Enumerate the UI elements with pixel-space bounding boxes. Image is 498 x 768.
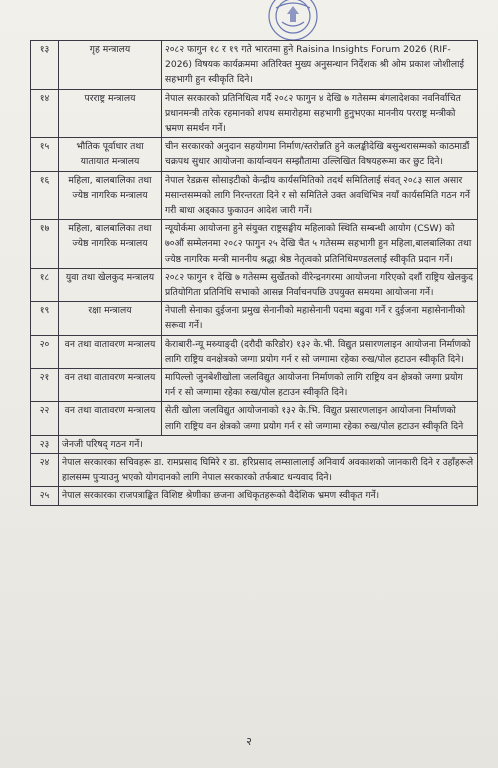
row-number: २१ <box>31 369 59 402</box>
decisions-table <box>30 40 478 506</box>
row-number: २० <box>31 335 59 368</box>
table-row <box>31 138 478 171</box>
row-number: २३ <box>31 435 59 453</box>
table-row <box>31 89 478 138</box>
decision-text: चीन सरकारको अनुदान सहयोगमा निर्माण/स्तरोन्नति हुने कलङ्कीदेखि बसुन्धरासम्मको काठमाडौं चक्रपथ सुधार आयोजना कार्यान्वयन सम्झौतामा उल्लिखित विषयहरूमा कर छुट दिने। <box>162 138 478 171</box>
table-row <box>31 302 478 335</box>
row-number: १६ <box>31 171 59 220</box>
decision-text: नेपाली सेनाका दुईजना प्रमुख सेनानीको महासेनानी पदमा बढुवा गर्ने र दुईजना महासेनानीको सरूवा गर्ने। <box>162 302 478 335</box>
table-row <box>31 435 478 453</box>
table-row <box>31 268 478 301</box>
ministry-name: परराष्ट्र मन्त्रालय <box>59 89 162 138</box>
decision-text: २०८२ फागुन १८ र १९ गते भारतमा हुने Raisina Insights Forum 2026 (RIF-2026) विषयक कार्यक्रममा अतिरिक्त मुख्य अनुसन्धान निर्देशक श्री ओम प्रकाश जोशीलाई सहभागी हुन स्वीकृति दिने। <box>162 41 478 90</box>
page-number: २ <box>246 735 252 748</box>
row-number: १८ <box>31 268 59 301</box>
table-row <box>31 487 478 505</box>
decision-text: नेपाल सरकारका राजपत्राङ्कित विशिष्ट श्रेणीका छजना अधिकृतहरूको वैदेशिक भ्रमण स्वीकृत गर्ने। <box>59 487 478 505</box>
table-row <box>31 454 478 487</box>
decision-text: जेनजी परिषद् गठन गर्ने। <box>59 435 478 453</box>
decision-text: नेपाल सरकारको प्रतिनिधित्व गर्दै २०८२ फागुन ४ देखि ७ गतेसम्म बंगलादेशका नवनिर्वाचित प्रधानमन्त्री तारेक रहमानको शपथ समारोहमा सहभागी हुनुभएका माननीय परराष्ट्र मन्त्रीको भ्रमण समर्थन गर्ने। <box>162 89 478 138</box>
row-number: २५ <box>31 487 59 505</box>
government-seal-icon <box>262 0 324 44</box>
row-number: २२ <box>31 402 59 435</box>
decision-text: केराबारी-न्यू मस्र्याङ्दी (दरौदी करिडोर) १३२ के.भी. विद्युत प्रसारणलाइन आयोजना निर्माणको लागि राष्ट्रिय वनक्षेत्रको जग्गा प्रयोग गर्न र सो जग्गामा रहेका रुख/पोल हटाउन स्वीकृति दिने। <box>162 335 478 368</box>
table-row <box>31 402 478 435</box>
row-number: १९ <box>31 302 59 335</box>
ministry-name: गृह मन्त्रालय <box>59 41 162 90</box>
decision-text: २०८२ फागुन १ देखि ७ गतेसम्म सुर्खेतको वीरेन्द्रनगरमा आयोजना गरिएको दशौं राष्ट्रिय खेलकुद प्रतियोगिता प्रतिनिधि सभाको आसन्न निर्वाचनपछि उपयुक्त समयमा आयोजना गर्ने। <box>162 268 478 301</box>
row-number: १३ <box>31 41 59 90</box>
ministry-name: महिला, बालबालिका तथा ज्येष्ठ नागरिक मन्त्रालय <box>59 171 162 220</box>
decision-text: न्यूयोर्कमा आयोजना हुने संयुक्त राष्ट्रसङ्घीय महिलाको स्थिति सम्बन्धी आयोग (CSW) को ७०औं सम्मेलनमा २०८२ फागुन २५ देखि चैत ५ गतेसम्म सहभागी हुन महिला,बालबालिका तथा ज्येष्ठ नागरिक मन्त्री माननीय श्रद्धा श्रेष्ठ नेतृत्वको प्रतिनिधिमण्डललाई स्वीकृति प्रदान गर्ने। <box>162 220 478 269</box>
row-number: १७ <box>31 220 59 269</box>
decision-text: नेपाल सरकारका सचिवहरू डा. रामप्रसाद घिमिरे र डा. हरिप्रसाद लम्सालालाई अनिवार्य अवकाशको जानकारी दिने र उहाँहरूले हालसम्म पुऱ्याउनु भएको योगदानको लागि नेपाल सरकारको तर्फबाट धन्यवाद दिने। <box>59 454 478 487</box>
ministry-name: वन तथा वातावरण मन्त्रालय <box>59 335 162 368</box>
decision-text: सेती खोला जलविद्युत आयोजनाको १३२ के.भि. विद्युत प्रसारणलाइन आयोजना निर्माणको लागि राष्ट्रिय वन क्षेत्रको जग्गा प्रयोग गर्न र सो जग्गामा रहेका रुख/पोल हटाउन स्वीकृति दिने <box>162 402 478 435</box>
row-number: २४ <box>31 454 59 487</box>
ministry-name: रक्षा मन्त्रालय <box>59 302 162 335</box>
row-number: १५ <box>31 138 59 171</box>
row-number: १४ <box>31 89 59 138</box>
ministry-name: वन तथा वातावरण मन्त्रालय <box>59 402 162 435</box>
table-row <box>31 41 478 90</box>
ministry-name: महिला, बालबालिका तथा ज्येष्ठ नागरिक मन्त्रालय <box>59 220 162 269</box>
table-row <box>31 220 478 269</box>
ministry-name: युवा तथा खेलकुद मन्त्रालय <box>59 268 162 301</box>
ministry-name: वन तथा वातावरण मन्त्रालय <box>59 369 162 402</box>
table-row <box>31 369 478 402</box>
decision-text: नेपाल रेडक्रस सोसाइटीको केन्द्रीय कार्यसमितिको तदर्थ समितिलाई संवत् २०८३ साल असार मसान्तसम्मको लागि निरन्तरता दिने र सो समितिले उक्त अवधिभित्र नयाँ कार्यसमिति गठन गर्ने गरी बाधा अड्काउ फुकाउन आदेश जारी गर्ने। <box>162 171 478 220</box>
decision-text: मापिल्लो जुनबेशीखोला जलविद्युत आयोजना निर्माणको लागि राष्ट्रिय वन क्षेत्रको जग्गा प्रयोग गर्न र सो जग्गामा रहेका रुख/पोल हटाउन स्वीकृति दिने। <box>162 369 478 402</box>
ministry-name: भौतिक पूर्वाधार तथा यातायात मन्त्रालय <box>59 138 162 171</box>
table-row <box>31 335 478 368</box>
table-row <box>31 171 478 220</box>
